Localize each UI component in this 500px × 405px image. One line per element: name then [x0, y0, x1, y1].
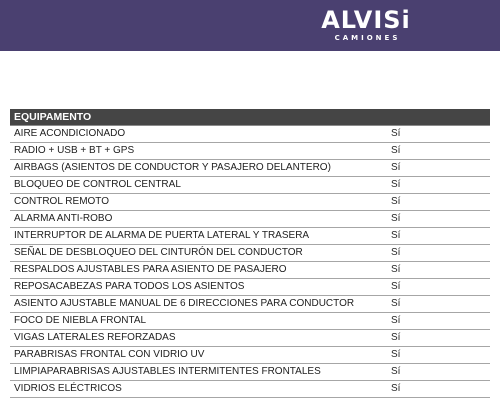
feature-cell: CONTROL REMOTO: [10, 194, 384, 211]
table-row: [10, 126, 490, 143]
table-row: [10, 143, 490, 160]
header-banner: [0, 0, 500, 51]
feature-cell: AIRE ACONDICIONADO: [10, 126, 384, 143]
table-row: [10, 381, 490, 398]
table-row: [10, 160, 490, 177]
brand-logo: [310, 7, 422, 43]
value-cell: Sí: [384, 296, 490, 313]
feature-cell: RADIO + USB + BT + GPS: [10, 143, 384, 160]
value-cell: Sí: [384, 177, 490, 194]
feature-cell: ALARMA ANTI-ROBO: [10, 211, 384, 228]
table-row: [10, 279, 490, 296]
table-row: [10, 347, 490, 364]
feature-cell: AIRBAGS (ASIENTOS DE CONDUCTOR Y PASAJERO DELANTERO): [10, 160, 384, 177]
table-header-row: [10, 109, 490, 126]
brand-name: ALVISi: [321, 6, 411, 34]
table-row: [10, 313, 490, 330]
value-cell: Sí: [384, 211, 490, 228]
table-row: [10, 194, 490, 211]
feature-cell: INTERRUPTOR DE ALARMA DE PUERTA LATERAL Y TRASERA: [10, 228, 384, 245]
feature-cell: VIGAS LATERALES REFORZADAS: [10, 330, 384, 347]
table-row: [10, 364, 490, 381]
value-cell: Sí: [384, 228, 490, 245]
equipment-table-container: [10, 109, 490, 398]
feature-cell: SEÑAL DE DESBLOQUEO DEL CINTURÓN DEL CONDUCTOR: [10, 245, 384, 262]
feature-cell: BLOQUEO DE CONTROL CENTRAL: [10, 177, 384, 194]
value-cell: Sí: [384, 330, 490, 347]
feature-cell: ASIENTO AJUSTABLE MANUAL DE 6 DIRECCIONES PARA CONDUCTOR: [10, 296, 384, 313]
feature-cell: FOCO DE NIEBLA FRONTAL: [10, 313, 384, 330]
table-row: [10, 228, 490, 245]
value-cell: Sí: [384, 347, 490, 364]
feature-cell: REPOSACABEZAS PARA TODOS LOS ASIENTOS: [10, 279, 384, 296]
table-row: [10, 245, 490, 262]
value-cell: Sí: [384, 262, 490, 279]
value-cell: Sí: [384, 245, 490, 262]
table-body: [10, 126, 490, 398]
feature-cell: LIMPIAPARABRISAS AJUSTABLES INTERMITENTES FRONTALES: [10, 364, 384, 381]
feature-cell: VIDRIOS ELÉCTRICOS: [10, 381, 384, 398]
value-cell: Sí: [384, 313, 490, 330]
value-cell: Sí: [384, 143, 490, 160]
value-cell: Sí: [384, 381, 490, 398]
table-row: [10, 262, 490, 279]
table-row: [10, 330, 490, 347]
table-header: EQUIPAMENTO: [10, 109, 490, 126]
value-cell: Sí: [384, 160, 490, 177]
value-cell: Sí: [384, 279, 490, 296]
brand-tagline: CAMIONES: [334, 34, 401, 42]
equipment-table: [10, 109, 490, 398]
table-row: [10, 177, 490, 194]
table-row: [10, 211, 490, 228]
value-cell: Sí: [384, 126, 490, 143]
feature-cell: RESPALDOS AJUSTABLES PARA ASIENTO DE PASAJERO: [10, 262, 384, 279]
table-row: [10, 296, 490, 313]
value-cell: Sí: [384, 364, 490, 381]
value-cell: Sí: [384, 194, 490, 211]
feature-cell: PARABRISAS FRONTAL CON VIDRIO UV: [10, 347, 384, 364]
